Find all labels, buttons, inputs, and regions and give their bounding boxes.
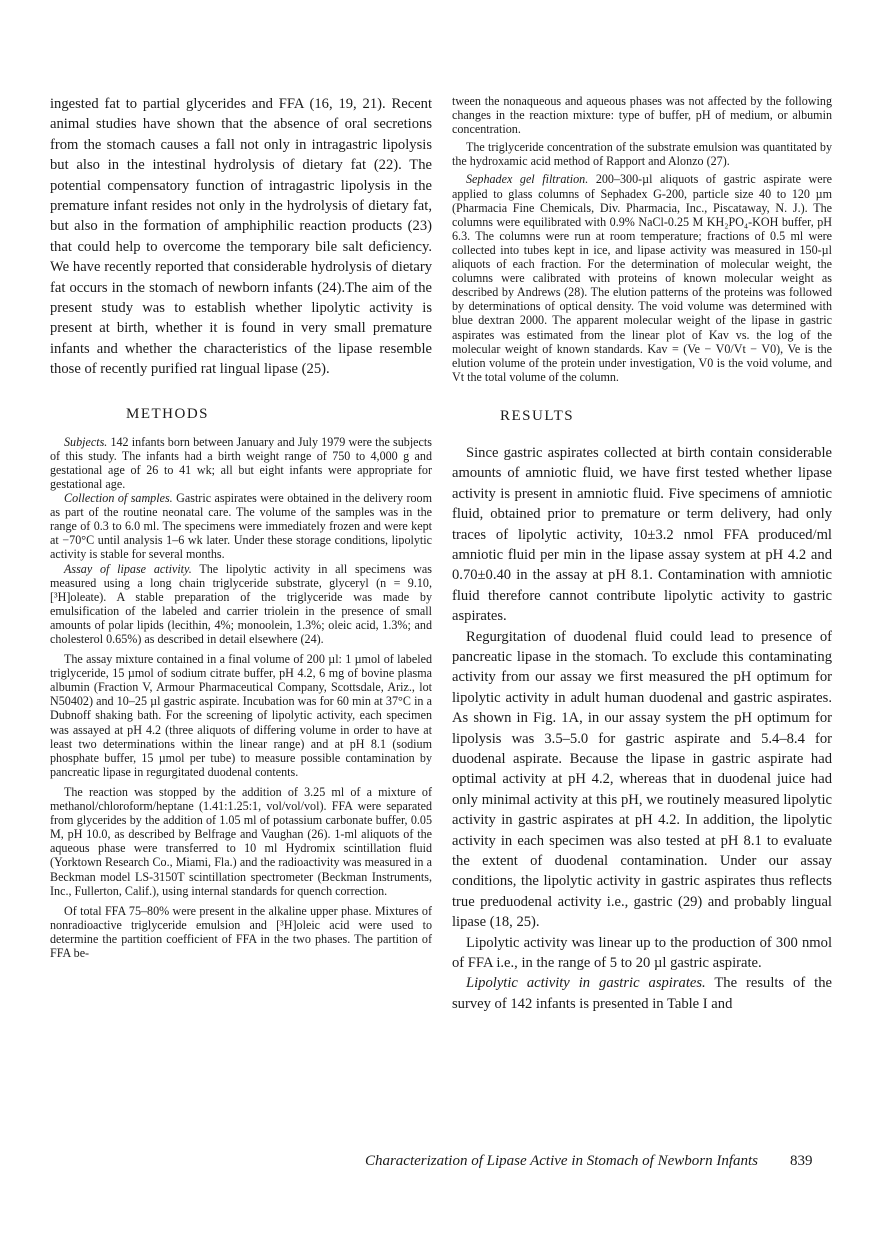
triglyceride-paragraph: The triglyceride concentration of the substrate emulsion was quantitated by the hydroxamic acid method of Rapport and Alonzo (27). bbox=[452, 140, 832, 169]
page-footer bbox=[0, 1153, 890, 1175]
total-ffa-paragraph: Of total FFA 75–80% were present in the alkaline upper phase. Mixtures of nonradioactive triglyceride emulsion and [³H]oleic acid were used to determine the partition coefficient of FFA in the two phases. The partition of FFA be- bbox=[50, 903, 432, 960]
left-column bbox=[50, 94, 432, 960]
collection-lead: Collection of samples. bbox=[64, 491, 173, 506]
continuation-paragraph: tween the nonaqueous and aqueous phases was not affected by the following changes in the reaction mixture: type of buffer, pH of medium, or albumin concentration. bbox=[452, 94, 832, 137]
results-paragraph-2: Regurgitation of duodenal fluid could lead to presence of pancreatic lipase in the stomach. To exclude this contaminating activity from our assay we first measured the pH optimum for lipolytic activity in adult human duodenal and gastric aspirates. As shown in Fig. 1A, in our assay system the pH optimum for lipolysis was 3.5–5.0 for gastric aspirate and 5.4–8.4 for duodenal aspirate. Because the lipase in gastric aspirate had optimal activity at pH 4.2, whereas that in duodenal juice had only minimal activity at this pH, we routinely measured lipolytic activity in gastric aspirates at pH 4.2. In addition, the lipolytic activity in each specimen was also tested at pH 8.1 to evaluate the extent of duodenal contamination. Under our assay conditions, the lipolytic activity in gastric aspirates thus reflects true preduodenal activity i.e., gastric (29) and probably lingual lipase (18, 25). bbox=[452, 628, 832, 931]
collection-text: Gastric aspirates were obtained in the delivery room as part of the routine neonatal care. The volume of the samples was in the range of 0.3 to 6.0 ml. The specimens were immediately frozen and were kept at −70°C until analysis 1–6 wk later. Under these storage conditions, lipolytic activity is stable for several months. bbox=[50, 491, 432, 562]
results-heading: RESULTS bbox=[500, 407, 575, 424]
subjects-text: 142 infants born between January and July 1979 were the subjects of this study. The infants had a birth weight range of 750 to 4,000 g and gestational age of 26 to 41 wk; all but eight infants were appropriate for gestational age. bbox=[50, 434, 432, 491]
sephadex-text: 200–300-µl aliquots of gastric aspirate were applied to glass columns of Sephadex G-200, particle size 40 to 120 µm (Pharmacia Fine Chemicals, Div. Pharmacia, Inc., Piscataway, N. J.). The columns were equilibrated with 0.9% NaCl-0.25 M KH₂PO₄-KOH buffer, pH 6.3. The columns were run at room temperature; fractions of 0.5 ml were collected into tubes kept in ice, and lipase activity was measured in 150-µl aliquots of each fraction. For the determination of molecular weight, the columns were calibrated with proteins of known molecular weight as described by Andrews (28). The elution patterns of the proteins was followed by determinations of optical density. The void volume was determined with blue dextran 2000. The apparent molecular weight of the lipase in gastric aspirates was estimated from the linear plot of Kav vs. the log of the molecular weight of known standards. Kav = (Ve − V0/Vt − V0), Ve is the elution volume of the protein under investigation, V0 is the void volume, and Vt the total volume of the column. bbox=[452, 172, 832, 384]
running-title: Characterization of Lipase Active in Stomach of Newborn Infants bbox=[364, 1153, 758, 1169]
page-number: 839 bbox=[790, 1153, 813, 1169]
results-paragraph-1: Since gastric aspirates collected at birth contain considerable amounts of amniotic fluid, we have first tested whether lipase activity is present in amniotic fluid. Five specimens of amniotic fluid, obtained prior to premature or term delivery, had only traces of lipolytic activity, 10±3.2 nmol FFA produced/ml amniotic fluid per min in the lipase assay system at pH 4.2 and 0.70±0.40 in the assay at pH 8.1. Contamination with amniotic fluid therefore cannot contribute lipolytic activity to gastric aspirates. bbox=[452, 444, 832, 625]
assay-paragraph bbox=[50, 562, 432, 647]
collection-paragraph bbox=[50, 491, 432, 561]
right-column bbox=[452, 94, 832, 1014]
sephadex-lead: Sephadex gel filtration. bbox=[466, 172, 589, 187]
sephadex-paragraph bbox=[452, 172, 832, 383]
assay-text: The lipolytic activity in all specimens was measured using a long chain triglyceride substrate, glyceryl (n = 9.10, [³H]oleate). A stable preparation of the triglyceride was made by emulsification of the labeled and carrier triolein in the presence of small amounts of polar lipids (lecithin, 4%; monoolein, 1.3%; oleic acid, 1.3%; and cholesterol 0.65%) as described in detail elsewhere (24). bbox=[50, 561, 432, 646]
lipolytic-lead: Lipolytic activity in gastric aspirates. bbox=[466, 975, 706, 992]
subjects-lead: Subjects. bbox=[64, 434, 108, 449]
assay-lead: Assay of lipase activity. bbox=[64, 561, 192, 576]
intro-paragraph: ingested fat to partial glycerides and FFA (16, 19, 21). Recent animal studies have shown that the absence of oral secretions from the stomach causes a fall not only in intragastric lipolysis but also in the intestinal hydrolysis of dietary fat (22). The potential compensatory function of intragastric lipolysis in the premature infant resides not only in the hydrolysis of dietary fat, but also in the formation of amphiphilic reaction products (23) that could help to overcome the temporary bile salt deficiency. We have recently reported that considerable hydrolysis of dietary fat occurs in the stomach of newborn infants (24).The aim of the present study was to establish whether lipolytic activity is present at birth, whether it is found in very small premature infants and whether the characteristics of the lipase resemble those of recently purified rat lingual lipase (25). bbox=[50, 96, 432, 378]
mixture-paragraph: The assay mixture contained in a final volume of 200 µl: 1 µmol of labeled triglyceride, 15 µmol of sodium citrate buffer, pH 4.2, 6 mg of bovine plasma albumin (Fraction V, Armour Pharmaceutical Company, Scottsdale, Ariz., lot N50402) and 10–25 µl gastric aspirate. Incubation was for 60 min at 37°C in a Dubnoff shaking bath. For the screening of lipolytic activity, each specimen was assayed at pH 4.2 (three aliquots of differing volume in order to have at least two determinations within the linear range) and at pH 8.1 (sodium phosphate buffer, 15 µmol per tube) to measure possible contamination by pancreatic lipase in regurgitated duodenal contents. bbox=[50, 652, 432, 779]
stopped-paragraph: The reaction was stopped by the addition of 3.25 ml of a mixture of methanol/chloroform/heptane (1.41:1.25:1, vol/vol/vol). FFA were separated from glycerides by the addition of 1.05 ml of potassium carbonate buffer, 0.05 M, pH 10.0, as described by Belfrage and Vaughan (26). 1-ml aliquots of the aqueous phase were transferred to 10 ml Hydromix scintillation fluid (Yorktown Research Co., Miami, Fla.) and the radioactivity was measured in a Beckman model LS-3150T scintillation spectrometer (Beckman Instruments, Inc., Fullerton, Calif.), using internal standards for quench correction. bbox=[50, 784, 432, 898]
methods-heading: METHODS bbox=[126, 405, 210, 422]
lipolytic-text: The results of the survey of 142 infants is presented in Table I and bbox=[452, 975, 832, 1012]
results-paragraph-3: Lipolytic activity was linear up to the production of 300 nmol of FFA i.e., in the range of 5 to 20 µl gastric aspirate. bbox=[452, 934, 832, 972]
subjects-paragraph bbox=[50, 435, 432, 491]
lipolytic-paragraph bbox=[452, 973, 832, 1014]
